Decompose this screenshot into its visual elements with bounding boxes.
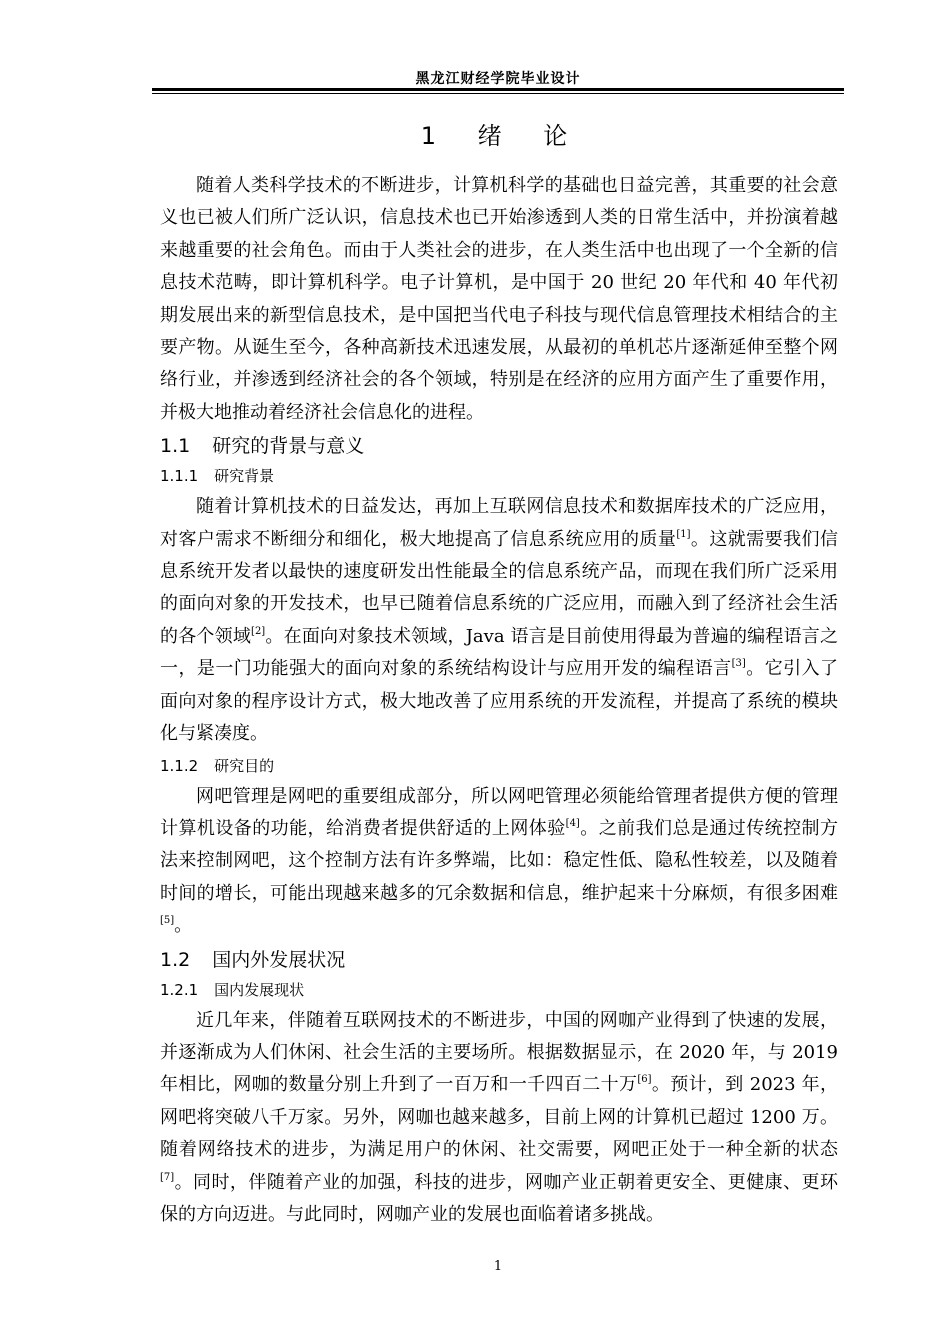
citation-6[interactable]: [6] (637, 1074, 652, 1086)
page-number: 1 (493, 1259, 503, 1274)
text-run: 。同时，伴随着产业的加强，科技的进步，网咖产业正朝着更安全、更健康、更环保的方向迈进。与此同时，网咖产业的发展也面临着诸多挑战。 (160, 1171, 838, 1225)
section-title: 研究的背景与意义 (212, 435, 365, 458)
text-run: 近几年来，伴随着互联网技术的不断进步，中国的网咖产业得到了快速的发展，并逐渐成为人们休闲、社会生活的主要场所。根据数据显示，在 2020 年，与 2019 年相比，网咖的数量分别上升到了一百万和一千四百二十万 (160, 1009, 838, 1096)
subsection-title: 研究目的 (214, 756, 275, 775)
purpose-paragraph (160, 781, 838, 943)
text-run: 。它引入了面向对象的程序设计方式，极大地改善了应用系统的开发流程，并提高了系统的模块化与紧凑度。 (160, 658, 839, 745)
chapter-number: 1 (420, 122, 444, 150)
text-run: 。 (174, 915, 193, 937)
section-heading-1-1 (160, 431, 838, 461)
body-content (160, 170, 838, 1231)
text-run: 网吧管理是网吧的重要组成部分，所以网吧管理必须能给管理者提供方便的管理计算机设备的功能，给消费者提供舒适的上网体验 (160, 785, 838, 839)
citation-5[interactable]: [5] (160, 915, 175, 927)
subsection-title: 研究背景 (214, 467, 275, 486)
background-paragraph (160, 491, 838, 750)
text-run: 。之前我们总是通过传统控制方法来控制网吧，这个控制方法有许多弊端，比如：稳定性低、隐私性较差，以及随着时间的增长，可能出现越来越多的冗余数据和信息，维护起来十分麻烦，有很多困难 (160, 817, 838, 904)
header-rule-thin (152, 93, 844, 94)
text-run: 。这就需要我们信息系统开发者以最快的速度研发出性能最全的信息系统产品，而现在我们所广泛采用的面向对象的开发技术，也早已随着信息系统的广泛应用，而融入到了经济社会生活的各个领域 (160, 528, 839, 647)
chapter-title (152, 116, 844, 151)
section-number: 1.1 (160, 435, 191, 458)
header-rule (152, 88, 844, 91)
domestic-status-paragraph (160, 1005, 838, 1232)
citation-3[interactable]: [3] (731, 658, 746, 670)
subsection-heading-1-1-2 (160, 751, 838, 781)
running-header: 黑龙江财经学院毕业设计 (415, 71, 581, 87)
section-number: 1.2 (160, 948, 191, 971)
citation-1[interactable]: [1] (676, 528, 691, 540)
text-run: 。在面向对象技术领域，Java 语言是目前使用得最为普遍的编程语言之一，是一门功能强大的面向对象的系统结构设计与应用开发的编程语言 (160, 625, 838, 680)
chapter-name: 绪 论 (477, 122, 576, 150)
text-run: 随着计算机技术的日益发达，再加上互联网信息技术和数据库技术的广泛应用，对客户需求不断细分和细化，极大地提高了信息系统应用的质量 (160, 496, 838, 550)
subsection-heading-1-2-1 (160, 975, 838, 1005)
section-title: 国内外发展状况 (212, 948, 346, 971)
intro-paragraph: 随着人类科学技术的不断进步，计算机科学的基础也日益完善，其重要的社会意义也已被人们所广泛认识，信息技术也已开始渗透到人类的日常生活中，并扮演着越来越重要的社会角色。而由于人类社会的进步，在人类生活中也出现了一个全新的信息技术范畴，即计算机科学。电子计算机，是中国于 20 世纪 20 年代和 40 年代初期发展出来的新型信息技术，是中国把当代电子科技与现代信息管理技术相结合的主要产物。从诞生至今，各种高新技术迅速发展，从最初的单机芯片逐渐延伸至整个网络行业，并渗透到经济社会的各个领域，特别是在经济的应用方面产生了重要作用，并极大地推动着经济社会信息化的进程。 (160, 175, 838, 423)
subsection-title: 国内发展现状 (214, 980, 305, 999)
section-heading-1-2 (160, 945, 838, 975)
citation-2[interactable]: [2] (251, 625, 266, 637)
citation-4[interactable]: [4] (565, 817, 580, 829)
citation-7[interactable]: [7] (160, 1171, 175, 1183)
subsection-number: 1.2.1 (160, 980, 199, 999)
subsection-number: 1.1.1 (160, 467, 199, 486)
subsection-heading-1-1-1 (160, 461, 838, 491)
text-run: 。预计，到 2023 年，网吧将突破八千万家。另外，网咖也越来越多，目前上网的计算机已超过 1200 万。随着网络技术的进步，为满足用户的休闲、社交需要，网吧正处于一种全新的状态 (160, 1074, 838, 1161)
subsection-number: 1.1.2 (160, 756, 199, 775)
